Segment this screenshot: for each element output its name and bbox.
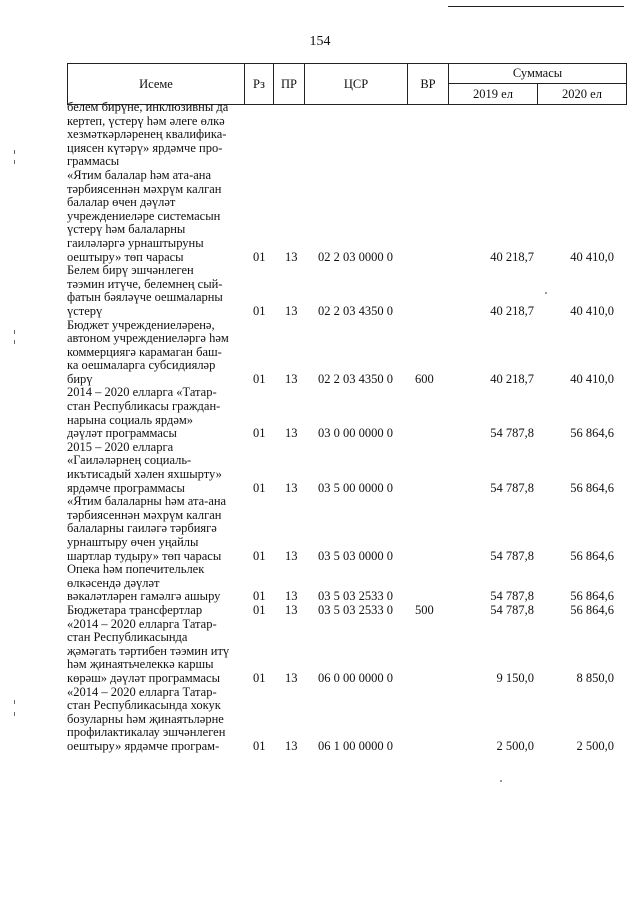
row-name-line: кертеп, үстерү һәм әлеге өлкә	[67, 114, 225, 128]
row-name-line: ярдәмче программасы	[67, 481, 185, 495]
row-pr: 13	[285, 589, 298, 604]
header-vr: ВР	[407, 63, 449, 105]
row-sum-2019: 54 787,8	[490, 480, 534, 495]
row-name-line: хезмәткәрләренең квалифика-	[67, 128, 227, 142]
row-pr: 13	[285, 480, 298, 495]
row-name-line: Белем бирү эшчәнлеген	[67, 264, 194, 278]
row-sum-2019: 9 150,0	[496, 670, 534, 685]
row-csr: 03 5 03 2533 0	[318, 602, 393, 617]
row-sum-2020: 40 410,0	[570, 303, 614, 318]
row-name-line: «2014 – 2020 елларга Татар-	[67, 685, 217, 699]
scan-mark	[14, 150, 15, 154]
row-name	[67, 495, 245, 563]
row-sum-2020: 56 864,6	[570, 548, 614, 563]
row-rz: 01	[253, 426, 266, 441]
row-name-line: гаиләләргә урнаштыруны	[67, 236, 204, 250]
row-pr: 13	[285, 249, 298, 264]
header-2020: 2020 ел	[537, 83, 627, 105]
row-pr: 13	[285, 548, 298, 563]
row-csr: 03 0 00 0000 0	[318, 426, 393, 441]
row-name-line: белем бирүне, инклюзивны да	[67, 101, 229, 114]
scan-mark	[14, 340, 15, 344]
row-sum-2019: 40 218,7	[490, 303, 534, 318]
row-rz: 01	[253, 480, 266, 495]
row-rz: 01	[253, 602, 266, 617]
scan-dot	[500, 780, 502, 782]
row-rz: 01	[253, 548, 266, 563]
row-name-line: икътисадый хәлен яхшырту»	[67, 468, 222, 482]
table-row	[0, 386, 640, 440]
row-sum-2019: 54 787,8	[490, 426, 534, 441]
table-row	[0, 495, 640, 563]
row-pr: 13	[285, 371, 298, 386]
row-sum-2020: 8 850,0	[576, 670, 614, 685]
row-pr: 13	[285, 426, 298, 441]
row-name-line: учреждениеләре системасын	[67, 209, 221, 223]
row-name	[67, 563, 245, 604]
row-name-line: фатын бәяләүче оешмаларны	[67, 291, 223, 305]
row-name-line: стан Республикасында	[67, 631, 188, 645]
row-name-line: көрәш» дәүләт программасы	[67, 671, 220, 685]
row-sum-2019: 40 218,7	[490, 249, 534, 264]
row-name	[67, 101, 245, 169]
row-name-line: өлкәсендә дәүләт	[67, 576, 160, 590]
scan-mark	[14, 712, 15, 716]
scan-mark	[14, 700, 15, 704]
row-sum-2019: 54 787,8	[490, 602, 534, 617]
row-name	[67, 618, 245, 686]
row-vr: 600	[415, 371, 434, 386]
header-csr: ЦСР	[304, 63, 408, 105]
row-name-line: үстерү һәм балаларны	[67, 223, 186, 237]
table-row	[0, 441, 640, 495]
row-sum-2020: 56 864,6	[570, 480, 614, 495]
row-name-line: коммерциягә карамаган баш-	[67, 345, 222, 359]
row-name-line: «Ятим балалар һәм ата-ана	[67, 168, 212, 182]
row-pr: 13	[285, 738, 298, 753]
top-rule	[448, 6, 624, 7]
row-csr: 02 2 03 0000 0	[318, 249, 393, 264]
row-sum-2020: 40 410,0	[570, 249, 614, 264]
row-csr: 06 0 00 0000 0	[318, 670, 393, 685]
row-name-line: тәрбиясеннән мәхрүм калган	[67, 182, 222, 196]
table-row	[0, 101, 640, 169]
row-name-line: вәкаләтләрен гамәлгә ашыру	[67, 590, 221, 604]
row-vr: 500	[415, 602, 434, 617]
table-body	[0, 101, 640, 754]
row-rz: 01	[253, 738, 266, 753]
row-name-line: Опека һәм попечительлек	[67, 563, 205, 577]
row-name-line: тәрбиясеннән мәхрүм калган	[67, 508, 222, 522]
table-row	[0, 686, 640, 754]
row-name	[67, 169, 245, 264]
row-csr: 02 2 03 4350 0	[318, 303, 393, 318]
scan-mark	[14, 330, 15, 334]
scan-mark	[14, 160, 15, 164]
row-name-line: урнаштыру өчен уңайлы	[67, 536, 199, 549]
header-2019: 2019 ел	[448, 83, 538, 105]
row-name-line: «2014 – 2020 елларга Татар-	[67, 617, 217, 631]
row-pr: 13	[285, 602, 298, 617]
row-name-line: бирү	[67, 372, 93, 386]
row-name-line: граммасы	[67, 155, 120, 169]
row-rz: 01	[253, 589, 266, 604]
row-name-line: үстерү	[67, 304, 103, 318]
header-rz: Рз	[244, 63, 274, 105]
scan-dot	[545, 292, 547, 294]
row-name-line: «Гаиләләрнең социаль-	[67, 454, 192, 468]
row-sum-2020: 2 500,0	[576, 738, 614, 753]
header-pr: ПР	[273, 63, 305, 105]
row-sum-2020: 56 864,6	[570, 589, 614, 604]
table-row	[0, 264, 640, 318]
row-name-line: 2014 – 2020 елларга «Татар-	[67, 386, 217, 400]
row-name-line: балаларны гаиләгә тәрбиягә	[67, 522, 217, 536]
row-name-line: оештыру» ярдәмче програм-	[67, 739, 220, 753]
row-name-line: циясен күтәрү» ярдәмче про-	[67, 141, 223, 155]
row-csr: 03 5 03 2533 0	[318, 589, 393, 604]
row-name	[67, 264, 245, 318]
row-name-line: автоном учреждениеләргә һәм	[67, 332, 229, 346]
row-rz: 01	[253, 670, 266, 685]
row-name-line: һәм җинаятьчелеккә каршы	[67, 658, 214, 672]
row-sum-2020: 40 410,0	[570, 371, 614, 386]
table-row	[0, 319, 640, 387]
row-name-line: профилактикалау эшчәнлеген	[67, 726, 226, 740]
row-csr: 06 1 00 0000 0	[318, 738, 393, 753]
row-name	[67, 604, 245, 618]
page-number: 154	[309, 34, 331, 49]
table-row	[0, 618, 640, 686]
row-rz: 01	[253, 371, 266, 386]
row-sum-2019: 2 500,0	[496, 738, 534, 753]
row-sum-2020: 56 864,6	[570, 426, 614, 441]
row-csr: 03 5 03 0000 0	[318, 548, 393, 563]
row-sum-2019: 40 218,7	[490, 371, 534, 386]
row-name-line: стан Республикасы граждан-	[67, 400, 221, 414]
row-sum-2020: 56 864,6	[570, 602, 614, 617]
table-header	[67, 63, 627, 105]
row-pr: 13	[285, 303, 298, 318]
row-csr: 02 2 03 4350 0	[318, 371, 393, 386]
row-sum-2019: 54 787,8	[490, 548, 534, 563]
table-row	[0, 604, 640, 618]
table-row	[0, 169, 640, 264]
row-name-line: «Ятим балаларны һәм ата-ана	[67, 495, 227, 509]
row-name-line: бозуларны һәм җинаятьләрне	[67, 712, 224, 726]
header-name: Исеме	[67, 63, 245, 105]
row-rz: 01	[253, 303, 266, 318]
row-name-line: Бюджетара трансфертлар	[67, 603, 203, 617]
row-name-line: ка оешмаларга субсидияләр	[67, 359, 216, 373]
row-name-line: тәэмин итүче, белемнең сый-	[67, 277, 223, 291]
row-name-line: балалар өчен дәүләт	[67, 196, 176, 210]
row-name	[67, 319, 245, 387]
row-name-line: оештыру» төп чарасы	[67, 250, 184, 264]
row-name-line: дәүләт программасы	[67, 427, 177, 441]
row-name-line: шартлар тудыру» төп чарасы	[67, 549, 222, 563]
row-name	[67, 441, 245, 495]
header-sums: Суммасы	[448, 63, 627, 84]
row-name-line: нарына социаль ярдәм»	[67, 413, 194, 427]
row-rz: 01	[253, 249, 266, 264]
table-row	[0, 563, 640, 604]
row-name-line: стан Республикасында хокук	[67, 699, 221, 713]
row-name-line: Бюджет учреждениеләренә,	[67, 318, 215, 332]
row-name	[67, 686, 245, 754]
row-sum-2019: 54 787,8	[490, 589, 534, 604]
row-pr: 13	[285, 670, 298, 685]
row-name-line: 2015 – 2020 елларга	[67, 440, 174, 454]
row-name-line: җәмәгать тәртибен тәэмин итү	[67, 644, 230, 658]
row-name	[67, 386, 245, 440]
row-csr: 03 5 00 0000 0	[318, 480, 393, 495]
